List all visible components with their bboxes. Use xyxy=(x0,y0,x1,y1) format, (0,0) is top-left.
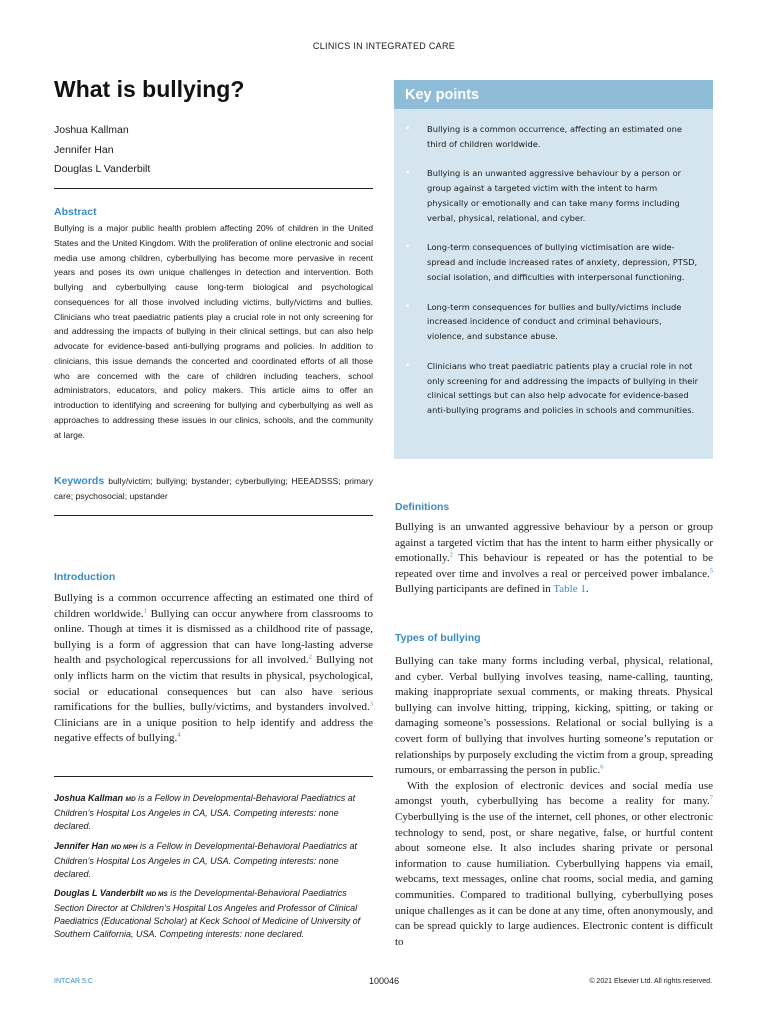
key-point-item xyxy=(405,122,701,152)
bullet-icon: • xyxy=(405,360,411,371)
author-bio xyxy=(54,840,373,881)
text-run: Bullying not only inflicts harm on the victim that results in physical, psychological, social or educational consequences but can also have serious ramifications for the bullies, bully/victims, and bystanders involved. xyxy=(54,654,374,714)
key-point-text: Long-term consequences for bullies and bully/victims include increased incidence of conduct and criminal behaviours, violence, and substance abuse. xyxy=(427,301,682,342)
author-list xyxy=(54,121,150,180)
key-points-list xyxy=(394,109,713,418)
types-heading: Types of bullying xyxy=(395,632,481,644)
bullet-icon: • xyxy=(405,168,411,179)
author-bio xyxy=(54,887,373,941)
author-name: Jennifer Han xyxy=(54,143,114,156)
citation-link[interactable]: 5 xyxy=(709,567,713,575)
citation-link[interactable]: 6 xyxy=(600,763,604,771)
text-run: Cyberbullying is the use of the internet, cell phones, or other electronic technology to send, post, or share negative, false, or hurtful content about someone else. It also includes sharing private or personal information to cause humiliation. Cyberbullying happens via email, webcams, text messages, online chat rooms, social media, and gaming communities. Compared to traditional bullying, cyberbullying poses unique challenges as it can be done at any time, often anonymously, and can be spread quickly to large audiences. Electronic content is difficult to xyxy=(395,810,713,948)
table-link[interactable]: Table 1 xyxy=(553,583,586,596)
text-run: Bullying can take many forms including verbal, physical, relational, and cyber. Verbal bullying involves teasing, name-calling, taunting, making inappropriate sexual comments, or making threats. Physical bullying can involve hitting, tripping, kicking, spitting, or taking or damaging someone’s possessions. Relational or social bullying is a covert form of bullying that involves hurting someone’s reputation or relationships by purposely excluding the victim from a group, spreading rumours, or embarrassing the person in public. xyxy=(395,655,713,777)
bullet-icon: • xyxy=(405,242,411,253)
author-bio xyxy=(54,792,373,833)
bio-name: Jennifer Han xyxy=(54,840,109,851)
keywords-text: bully/victim; bullying; bystander; cyberbullying; HEEADSSS; primary care; psychosocial; upstander xyxy=(54,476,373,501)
citation-link[interactable]: 2 xyxy=(449,551,453,559)
article-title: What is bullying? xyxy=(54,76,245,102)
author-name: Douglas L Vanderbilt xyxy=(54,163,151,175)
bio-degree: MD MS xyxy=(146,891,168,899)
citation-link[interactable]: 1 xyxy=(143,606,147,614)
bullet-icon: • xyxy=(405,301,411,312)
introduction-heading: Introduction xyxy=(54,571,116,583)
key-point-item xyxy=(405,359,701,418)
abstract-heading: Abstract xyxy=(54,206,97,218)
bio-degree: MD xyxy=(125,796,136,803)
divider xyxy=(54,776,373,777)
types-text xyxy=(395,654,713,950)
bio-degree: MD MPH xyxy=(111,843,138,851)
citation-link[interactable]: 7 xyxy=(709,794,713,802)
text-run: With the explosion of electronic devices and social media use amongst youth, cyberbullying has become a reality for many. xyxy=(395,779,713,808)
key-point-text: Clinicians who treat paediatric patients play a crucial role in not only screening for and addressing the impacts of bullying in their clinical settings but can also help advocate for evidence-based anti-bullying programs and policies in schools and communities. xyxy=(427,360,699,416)
copyright: © 2021 Elsevier Ltd. All rights reserved. xyxy=(589,978,712,985)
paragraph xyxy=(395,654,713,779)
key-point-text: Long-term consequences of bullying victimisation are wide-spread and include increased rates of anxiety, depression, PTSD, social isolation, and difficulties with interpersonal functioning. xyxy=(427,242,698,282)
divider xyxy=(54,188,373,189)
key-point-text: Bullying is a common occurrence, affecting an estimated one third of children worldwide. xyxy=(427,124,682,149)
definitions-text xyxy=(395,520,713,598)
bio-name: Joshua Kallman xyxy=(54,793,124,803)
text-run: Bullying participants are defined in xyxy=(395,583,554,596)
keywords-label: Keywords xyxy=(54,475,105,487)
text-run: Bullying is an unwanted aggressive behaviour by a person or group against a targeted victim that has the intent to harm either physically or emotionally. xyxy=(395,521,713,565)
paragraph xyxy=(395,779,713,951)
definitions-heading: Definitions xyxy=(395,501,450,513)
key-point-item xyxy=(405,166,701,225)
bio-name: Douglas L Vanderbilt xyxy=(54,888,144,899)
key-point-item xyxy=(405,240,701,284)
journal-code: INTCAR 5:C xyxy=(54,978,93,985)
page-number: 100046 xyxy=(368,976,400,986)
author-name: Joshua Kallman xyxy=(54,124,129,136)
key-point-text: Bullying is an unwanted aggressive behaviour by a person or group against a targeted victim with the intent to harm physically or emotionally and can take many forms including verbal, physical, relational, and cyber. xyxy=(427,168,682,223)
key-points-box xyxy=(394,80,713,459)
text-run: . xyxy=(585,583,589,596)
divider xyxy=(54,515,373,516)
text-run: Bullying can occur anywhere from classrooms to online. Though at times it is dismissed as a childhood rite of passage, bullying is a form of aggression that can have long-lasting adverse health and psychological repercussions for all involved. xyxy=(54,607,373,667)
abstract-text: Bullying is a major public health problem affecting 20% of children in the United States and the United Kingdom. With the proliferation of online electronic and social media use among children, cyberbullying has become more pervasive in recent years and poses its own unique challenges in detection and intervention. Both bullying and cyberbullying cause long-term biological and psychological consequences for all those involved including victims, bully/victims and bullies. Clinicians who treat paediatric patients play a crucial role in not only screening for and addressing the impacts of bullying in their clinical settings, but can also help advocate for evidence-based anti-bullying programs and policies. In addition to clinicians, this issue demands the concerted and coordinated efforts of all those who are concerned with the care of children including teachers, school administrators, educators, and policy makers. This article aims to offer an introduction to identifying and screening for bullying and cyberbullying as well as approaches to addressing these issues in our clinics, schools, and the community at large. xyxy=(54,223,373,440)
text-run: This behaviour is repeated or has the potential to be repeated over time and involves a real or perceived power imbalance. xyxy=(395,552,713,580)
text-run: Clinicians are in a unique position to help identify and address the negative effects of bullying. xyxy=(54,716,373,745)
introduction-text xyxy=(54,591,373,747)
key-point-item xyxy=(405,300,701,344)
citation-link[interactable]: 3 xyxy=(369,700,373,708)
bio-text: is a Fellow in Developmental-Behavioral Paediatrics at Children’s Hospital Los Angeles in CA, USA. Competing interests: none declared. xyxy=(54,793,356,831)
bullet-icon: • xyxy=(405,124,411,134)
citation-link[interactable]: 2 xyxy=(308,653,312,661)
text-run: Bullying is a common occurrence affecting an estimated one third of children worldwide. xyxy=(54,592,373,620)
citation-link[interactable]: 4 xyxy=(177,731,181,739)
journal-header: CLINICS IN INTEGRATED CARE xyxy=(312,41,456,51)
bio-text: is a Fellow in Developmental-Behavioral Paediatrics at Children’s Hospital Los Angeles in CA, USA. Competing interests: none declared. xyxy=(54,840,357,879)
key-points-heading: Key points xyxy=(394,80,713,109)
keywords xyxy=(54,474,373,503)
author-bios xyxy=(54,792,373,948)
bio-text: is the Developmental-Behavioral Paediatrics Section Director at Children’s Hospital Los Angeles and Professor of Clinical Paediatrics (Educational Scholar) at Keck School of Medicine of University of Southern California, USA. Competing interests: none declared. xyxy=(54,888,361,940)
